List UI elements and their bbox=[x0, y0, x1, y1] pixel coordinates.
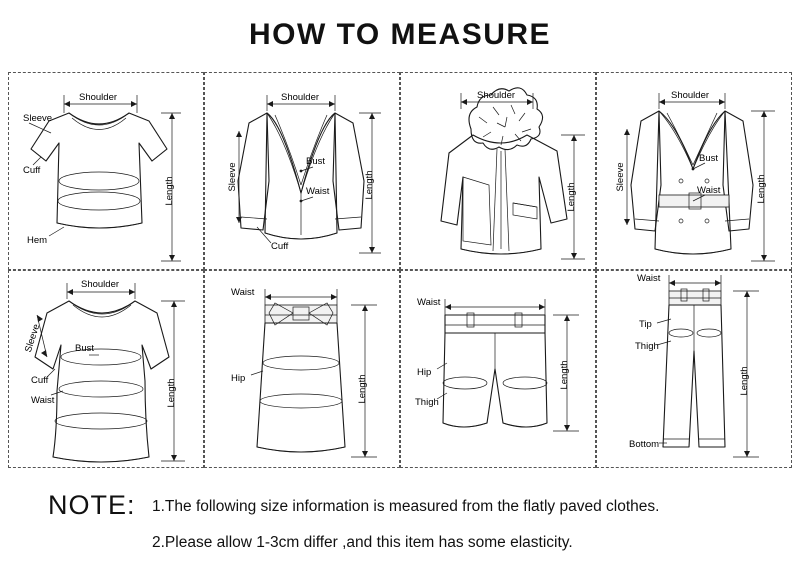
label-bust: Bust bbox=[75, 343, 95, 354]
cuff-leader bbox=[33, 157, 41, 165]
label-sleeve: Sleeve bbox=[227, 162, 238, 192]
label-waist: Waist bbox=[697, 185, 721, 196]
tshirt-outline bbox=[31, 113, 167, 228]
note-label: NOTE: bbox=[48, 490, 136, 520]
label-length: Length bbox=[166, 378, 177, 408]
blazer-outline bbox=[238, 113, 364, 239]
label-sleeve: Sleeve bbox=[22, 322, 43, 354]
label-hip: Hip bbox=[231, 373, 246, 384]
thigh-leader bbox=[657, 341, 671, 345]
hip-leader bbox=[437, 363, 447, 369]
page-title: HOW TO MEASURE bbox=[248, 18, 552, 51]
label-hem: Hem bbox=[27, 235, 48, 246]
label-length: Length bbox=[756, 174, 767, 204]
note-line-1: 1.The following size information is measured from the flatly paved clothes. bbox=[152, 498, 660, 515]
sleeve-leader bbox=[29, 123, 51, 133]
label-shoulder: Shoulder bbox=[79, 92, 118, 103]
label-cuff: Cuff bbox=[23, 165, 41, 176]
cell-shorts bbox=[400, 270, 596, 468]
label-shoulder: Shoulder bbox=[281, 92, 320, 103]
label-cuff: Cuff bbox=[31, 375, 49, 386]
label-length: Length bbox=[357, 374, 368, 404]
cuff-leader bbox=[257, 227, 271, 243]
label-thigh: Thigh bbox=[415, 397, 439, 408]
measurement-grid bbox=[8, 72, 792, 468]
cell-blazer bbox=[204, 72, 400, 270]
label-shoulder: Shoulder bbox=[81, 279, 120, 290]
label-length: Length bbox=[559, 360, 570, 390]
label-waist: Waist bbox=[306, 186, 330, 197]
cell-fur-coat bbox=[400, 72, 596, 270]
label-bust: Bust bbox=[699, 153, 719, 164]
label-shoulder: Shoulder bbox=[477, 90, 516, 101]
cell-trench-coat bbox=[596, 72, 792, 270]
label-hip: Hip bbox=[417, 367, 432, 378]
tip-leader bbox=[657, 319, 671, 323]
label-length: Length bbox=[164, 176, 175, 206]
skirt-outline bbox=[257, 303, 345, 452]
label-sleeve: Sleeve bbox=[23, 113, 53, 124]
label-waist: Waist bbox=[417, 297, 441, 308]
label-bust: Bust bbox=[306, 156, 326, 167]
label-waist: Waist bbox=[231, 287, 255, 298]
waist-dimension bbox=[265, 289, 337, 305]
label-sleeve: Sleeve bbox=[615, 162, 626, 192]
note-line-2: 2.Please allow 1-3cm differ ,and this item has some elasticity. bbox=[152, 534, 573, 551]
hem-leader bbox=[49, 227, 64, 236]
label-waist: Waist bbox=[637, 273, 661, 284]
label-shoulder: Shoulder bbox=[671, 90, 710, 101]
waist-dimension bbox=[445, 299, 545, 315]
cell-tshirt bbox=[8, 72, 204, 270]
trench-coat-outline bbox=[631, 111, 753, 254]
waist-leader bbox=[300, 197, 313, 202]
label-length: Length bbox=[739, 366, 750, 396]
label-thigh: Thigh bbox=[635, 341, 659, 352]
waist-dimension bbox=[669, 275, 721, 291]
label-tip: Tip bbox=[639, 319, 652, 330]
cell-dress bbox=[8, 270, 204, 468]
label-cuff: Cuff bbox=[271, 241, 289, 252]
cell-pants bbox=[596, 270, 792, 468]
fur-coat-outline bbox=[441, 88, 567, 254]
cell-skirt bbox=[204, 270, 400, 468]
pants-outline bbox=[663, 289, 725, 447]
dress-outline bbox=[35, 301, 169, 462]
label-waist: Waist bbox=[31, 395, 55, 406]
label-length: Length bbox=[566, 182, 577, 212]
label-length: Length bbox=[364, 170, 375, 200]
shorts-outline bbox=[443, 313, 547, 427]
label-bottom: Bottom bbox=[629, 439, 660, 450]
